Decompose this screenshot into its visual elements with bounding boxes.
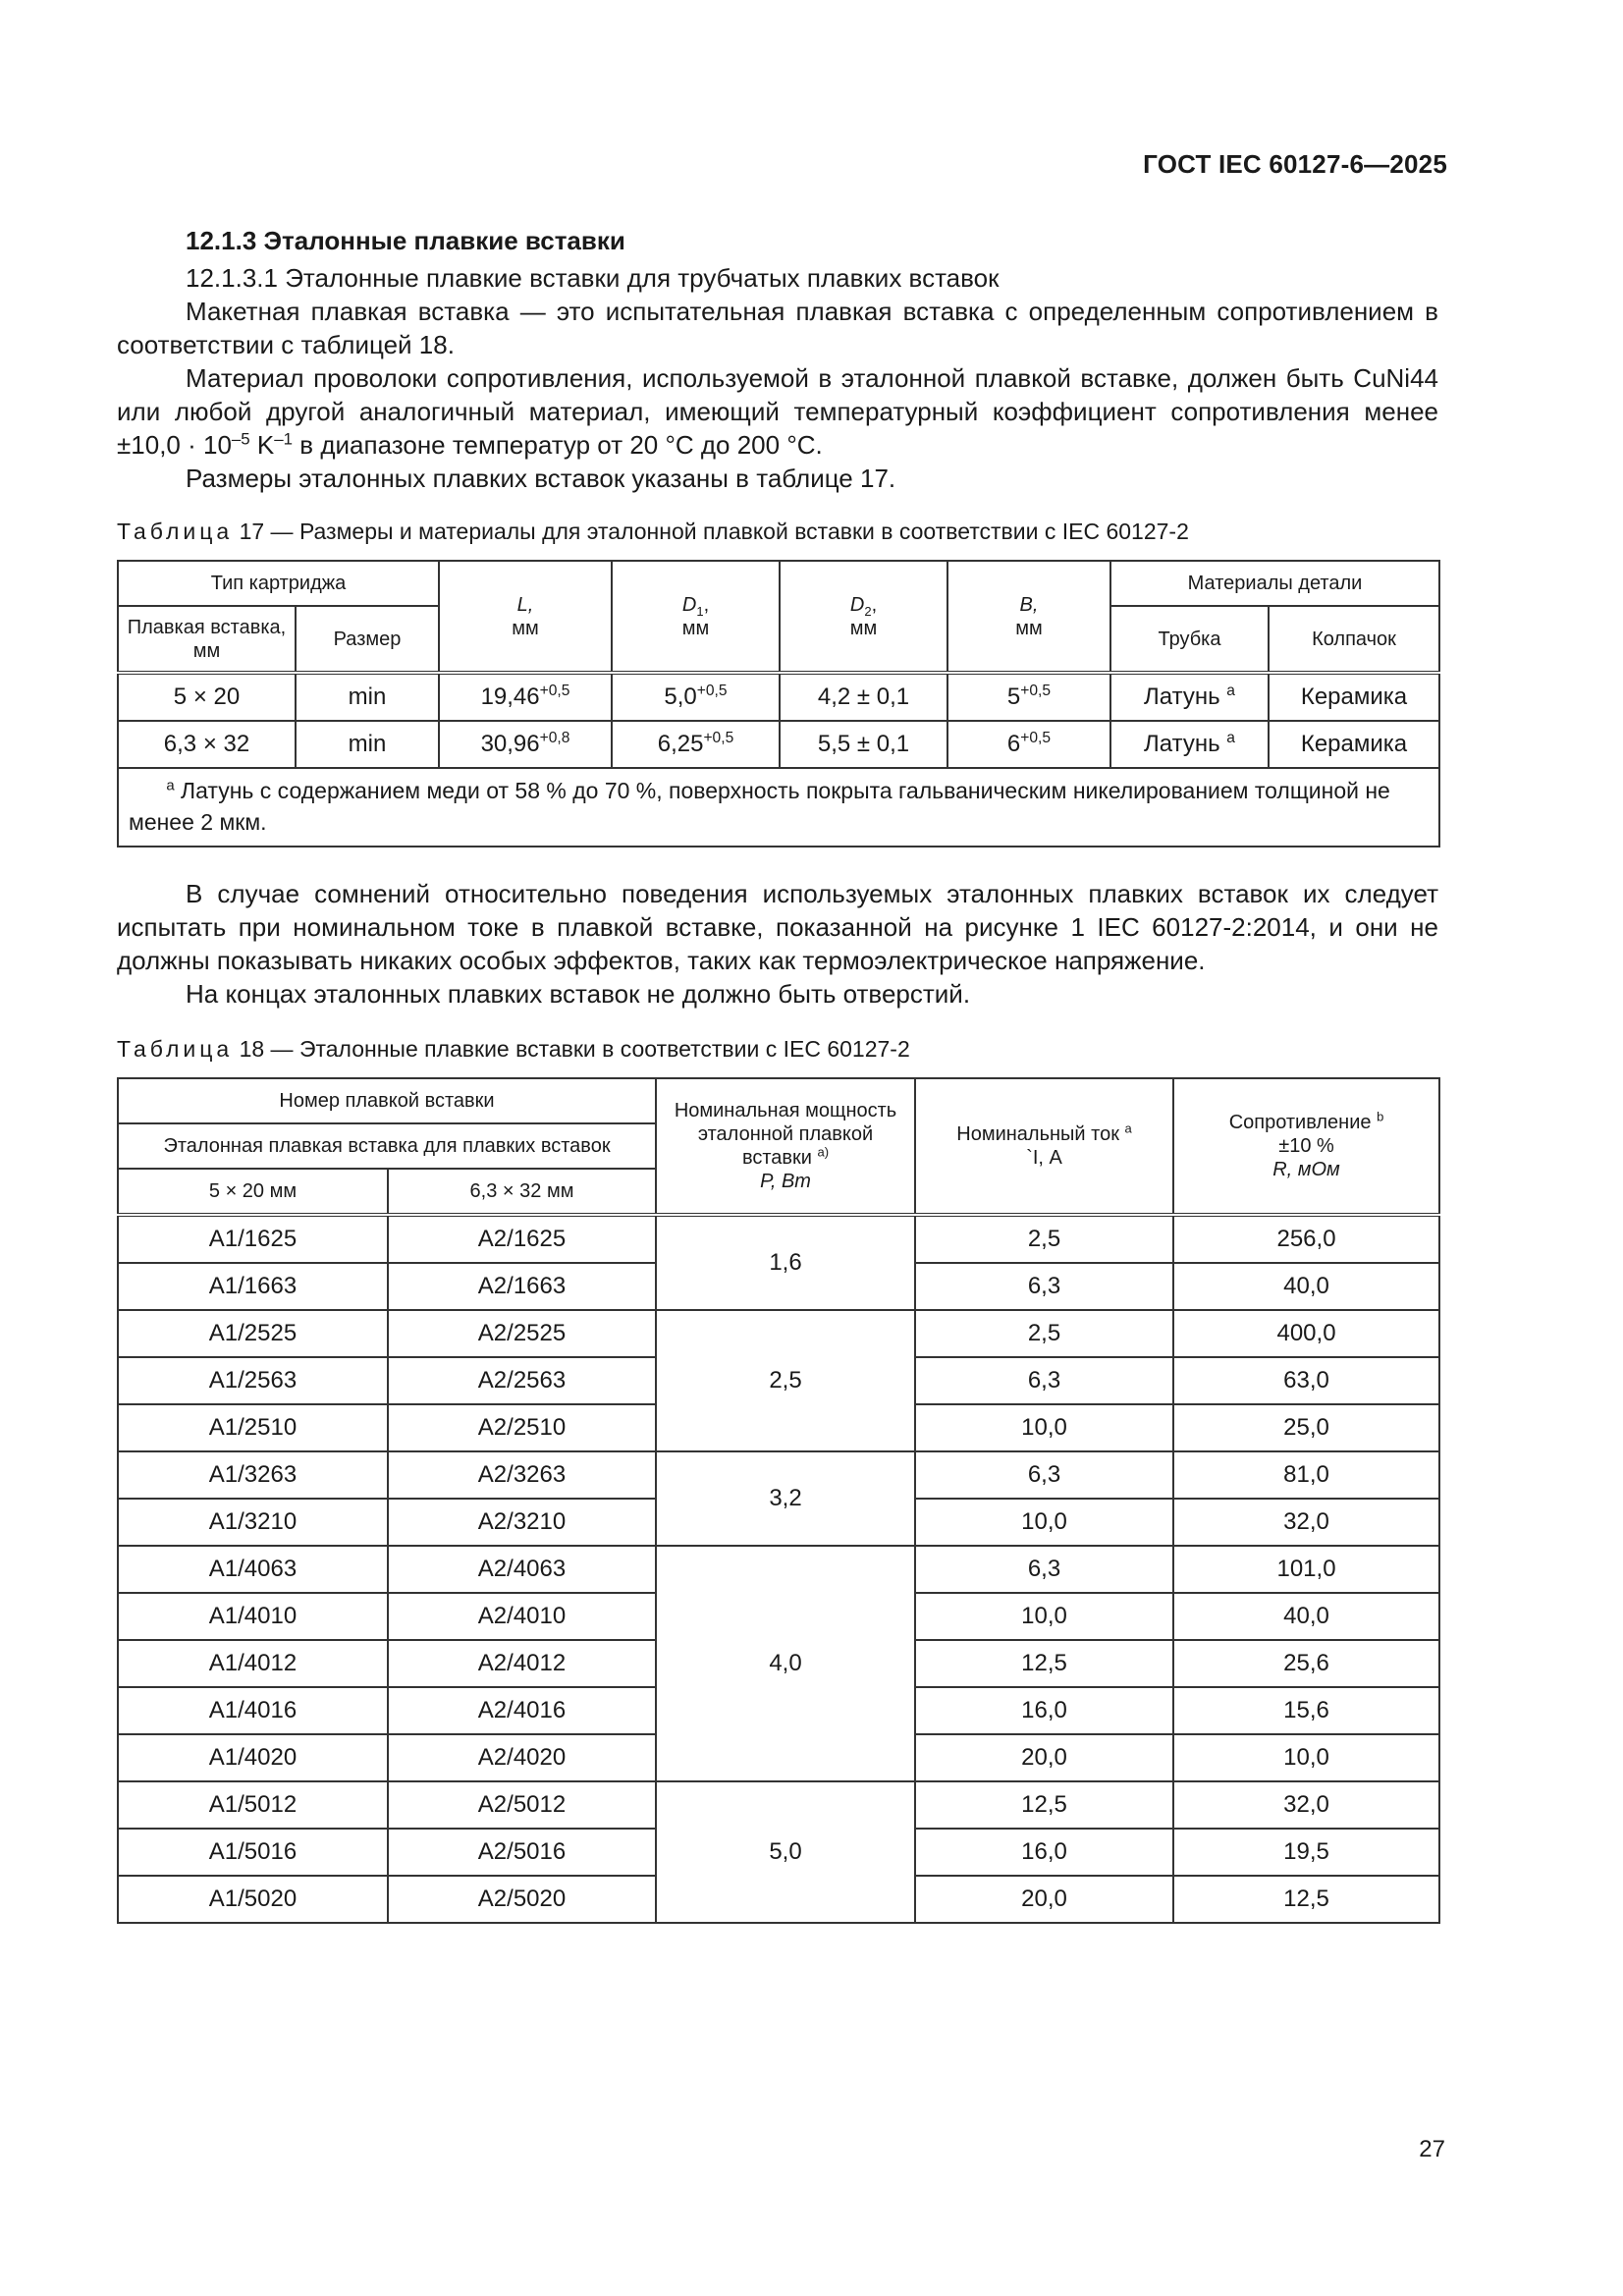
page-content (117, 224, 1438, 1924)
unit: мм (849, 617, 878, 639)
cell-current: 2,5 (915, 1310, 1173, 1357)
cell-fuse-6-3x32: A2/5012 (388, 1781, 656, 1829)
page-number: 27 (1419, 2136, 1445, 2162)
header-D2: $D_2$, мм (780, 561, 947, 673)
header-resistance (1173, 1078, 1439, 1215)
table-17 (117, 560, 1440, 847)
cell-fuse-6-3x32: A2/4010 (388, 1593, 656, 1640)
superscript: a (1124, 1121, 1132, 1136)
table17-caption (117, 517, 1438, 546)
caption-text: 17 — Размеры и материалы для эталонной плавкой вставки в соответствии с IEC 60127-2 (233, 519, 1189, 544)
value: Латунь (1144, 683, 1220, 710)
cell-current: 20,0 (915, 1876, 1173, 1923)
caption-prefix: Таблица (117, 1036, 234, 1062)
table17-footnote (118, 768, 1439, 847)
cell-power: 3,2 (656, 1451, 915, 1546)
cell-fuse-5x20: A1/4020 (118, 1734, 388, 1781)
cell-fuse-5x20: A1/4012 (118, 1640, 388, 1687)
subscript: 2 (864, 603, 872, 619)
cell-fuse-6-3x32: A2/4012 (388, 1640, 656, 1687)
text: P, Вт (760, 1171, 811, 1192)
cell-fuse-5x20: A1/1663 (118, 1263, 388, 1310)
cell-fuse-5x20: A1/2510 (118, 1404, 388, 1451)
cell-current: 12,5 (915, 1640, 1173, 1687)
symbol: B, (1019, 593, 1039, 616)
text: R, мОм (1272, 1159, 1340, 1180)
cell-cap: Керамика (1269, 721, 1439, 768)
cell-b (947, 721, 1110, 768)
superscript: a) (817, 1144, 830, 1160)
cell-fuse-6-3x32: A2/4020 (388, 1734, 656, 1781)
cell-power: 1,6 (656, 1215, 915, 1310)
footnote-mark: a (1226, 683, 1235, 699)
cell-resistance: 40,0 (1173, 1593, 1439, 1640)
header-reference-fuse: Эталонная плавкая вставка для плавких вставок (118, 1123, 656, 1169)
superscript: –5 (231, 429, 250, 449)
header-B (947, 561, 1110, 673)
value: 5 (1006, 683, 1021, 710)
value: 19,46 (480, 683, 540, 710)
text: Номинальный ток (956, 1123, 1119, 1145)
cell-fuse-6-3x32: A2/4063 (388, 1546, 656, 1593)
tolerance: +0,5 (1020, 730, 1052, 746)
table-row (118, 1451, 1439, 1499)
value: 6,25 (657, 731, 704, 757)
text: Номинальная мощность эталонной плавкой вставки (674, 1100, 897, 1169)
text: в диапазоне температур от 20 °C до 200 °C. (293, 430, 823, 460)
paragraph-dimensions-ref: Размеры эталонных плавких вставок указаны в таблице 17. (186, 464, 896, 493)
symbol: D (681, 593, 697, 616)
paragraph-wire-material (117, 361, 1438, 462)
cell-resistance: 15,6 (1173, 1687, 1439, 1734)
cell-fuse-6-3x32: A2/3210 (388, 1499, 656, 1546)
cell-fuse-6-3x32: A2/1625 (388, 1215, 656, 1263)
cell-size: min (296, 721, 439, 768)
cell-fuse-5x20: A1/3210 (118, 1499, 388, 1546)
cell-power: 5,0 (656, 1781, 915, 1923)
table-row (118, 1310, 1439, 1357)
table-row (118, 1215, 1439, 1263)
cell-size: min (296, 673, 439, 721)
header-fuse-size: Плавкая вставка, мм (118, 606, 296, 673)
header-current (915, 1078, 1173, 1215)
header-6-3x32: 6,3 × 32 мм (388, 1169, 656, 1215)
text: K (249, 430, 275, 460)
cell-current: 10,0 (915, 1499, 1173, 1546)
cell-resistance: 32,0 (1173, 1781, 1439, 1829)
cell-current: 10,0 (915, 1404, 1173, 1451)
cell-fuse-5x20: A1/5020 (118, 1876, 388, 1923)
cell-current: 16,0 (915, 1687, 1173, 1734)
caption-text: 18 — Эталонные плавкие вставки в соответствии с IEC 60127-2 (233, 1036, 910, 1062)
cell-l (439, 721, 612, 768)
paragraph-doubts: В случае сомнений относительно поведения используемых эталонных плавких вставок их следует испытать при номинальном токе в плавкой вставке, показанной на рисунке 1 IEC 60127-2:2014, и они не должны показывать никаких особых эффектов, таких как термоэлектрическое напряжение. (117, 879, 1438, 975)
cell-current: 6,3 (915, 1263, 1173, 1310)
cell-current: 2,5 (915, 1215, 1173, 1263)
cell-fuse-5x20: A1/2525 (118, 1310, 388, 1357)
section-heading: 12.1.3 Эталонные плавкие вставки (186, 226, 625, 255)
cell-fuse-5x20: A1/1625 (118, 1215, 388, 1263)
cell-resistance: 25,6 (1173, 1640, 1439, 1687)
subscript: 1 (696, 603, 704, 619)
cell-current: 6,3 (915, 1451, 1173, 1499)
text: `I, А (1026, 1147, 1062, 1169)
cell-current: 12,5 (915, 1781, 1173, 1829)
cell-resistance: 400,0 (1173, 1310, 1439, 1357)
cell-resistance: 40,0 (1173, 1263, 1439, 1310)
cell-l (439, 673, 612, 721)
footnote-text: Латунь с содержанием меди от 58 % до 70 %, поверхность покрыта гальваническим никелированием толщиной не менее 2 мкм. (129, 778, 1390, 835)
cell-fuse-5x20: A1/4063 (118, 1546, 388, 1593)
cell-fuse-6-3x32: A2/2525 (388, 1310, 656, 1357)
cell-power: 4,0 (656, 1546, 915, 1781)
cell-fuse-5x20: A1/2563 (118, 1357, 388, 1404)
cell-current: 20,0 (915, 1734, 1173, 1781)
header-D1: $D_1$, мм (612, 561, 780, 673)
tolerance: +0,5 (703, 730, 734, 746)
cell-current: 6,3 (915, 1546, 1173, 1593)
cell-current: 16,0 (915, 1829, 1173, 1876)
cell-fuse-5x20: A1/3263 (118, 1451, 388, 1499)
cell-resistance: 256,0 (1173, 1215, 1439, 1263)
cell-resistance: 101,0 (1173, 1546, 1439, 1593)
footnote-mark: a (1226, 730, 1235, 746)
header-5x20: 5 × 20 мм (118, 1169, 388, 1215)
table-row (118, 1546, 1439, 1593)
cell-resistance: 63,0 (1173, 1357, 1439, 1404)
text: Сопротивление (1228, 1112, 1372, 1133)
unit: мм (681, 617, 710, 639)
cell-fuse-5x20: A1/5016 (118, 1829, 388, 1876)
cell-fuse-6-3x32: A2/4016 (388, 1687, 656, 1734)
header-L (439, 561, 612, 673)
tolerance: +0,5 (539, 683, 570, 699)
cell-power: 2,5 (656, 1310, 915, 1451)
unit: мм (512, 617, 539, 639)
cell-resistance: 10,0 (1173, 1734, 1439, 1781)
cell-fuse-5x20: A1/5012 (118, 1781, 388, 1829)
table-row (118, 673, 1439, 721)
cell-resistance: 32,0 (1173, 1499, 1439, 1546)
cell-current: 10,0 (915, 1593, 1173, 1640)
cell-fuse: 5 × 20 (118, 673, 296, 721)
footnote-mark: a (166, 777, 175, 794)
symbol: L, (516, 593, 534, 616)
table18-caption (117, 1034, 1438, 1064)
text: Материал проволоки сопротивления, используемой в эталонной плавкой вставке, должен быть CuNi44 или любой другой аналогичный материал, имеющий температурный коэффициент сопротивления менее ±10,0 · 10 (117, 363, 1438, 460)
cell-fuse-6-3x32: A2/5020 (388, 1876, 656, 1923)
cell-resistance: 12,5 (1173, 1876, 1439, 1923)
value: Латунь (1144, 731, 1220, 757)
tolerance: +0,5 (696, 683, 728, 699)
header-tube: Трубка (1110, 606, 1269, 673)
tolerance: +0,5 (1020, 683, 1052, 699)
paragraph-no-holes: На концах эталонных плавких вставок не должно быть отверстий. (186, 979, 971, 1009)
cell-resistance: 81,0 (1173, 1451, 1439, 1499)
header-power (656, 1078, 915, 1215)
value: 30,96 (480, 731, 540, 757)
cell-d1 (612, 673, 780, 721)
tolerance: +0,8 (539, 730, 570, 746)
cell-fuse-6-3x32: A2/5016 (388, 1829, 656, 1876)
cell-resistance: 25,0 (1173, 1404, 1439, 1451)
cell-fuse-6-3x32: A2/3263 (388, 1451, 656, 1499)
value: 6 (1006, 731, 1021, 757)
unit: мм (1015, 617, 1043, 639)
cell-resistance: 19,5 (1173, 1829, 1439, 1876)
subsection-heading: 12.1.3.1 Эталонные плавкие вставки для трубчатых плавких вставок (186, 263, 1000, 293)
cell-b (947, 673, 1110, 721)
caption-prefix: Таблица (117, 519, 234, 544)
superscript: b (1377, 1109, 1384, 1124)
value: 5,0 (664, 683, 697, 710)
cell-fuse-6-3x32: A2/2510 (388, 1404, 656, 1451)
cell-fuse: 6,3 × 32 (118, 721, 296, 768)
table-18 (117, 1077, 1440, 1924)
cell-fuse-6-3x32: A2/2563 (388, 1357, 656, 1404)
cell-d1 (612, 721, 780, 768)
cell-fuse-5x20: A1/4016 (118, 1687, 388, 1734)
table-row (118, 721, 1439, 768)
cell-current: 6,3 (915, 1357, 1173, 1404)
cell-tube (1110, 721, 1269, 768)
header-materials: Материалы детали (1110, 561, 1439, 606)
text: ±10 % (1278, 1135, 1334, 1157)
cell-fuse-6-3x32: A2/1663 (388, 1263, 656, 1310)
paragraph-mock-fuse: Макетная плавкая вставка — это испытательная плавкая вставка с определенным сопротивлением в соответствии с таблицей 18. (117, 297, 1438, 359)
superscript: –1 (274, 429, 294, 449)
document-code: ГОСТ IEC 60127-6—2025 (1143, 149, 1447, 179)
header-size: Размер (296, 606, 439, 673)
cell-fuse-5x20: A1/4010 (118, 1593, 388, 1640)
cell-d2: 5,5 ± 0,1 (780, 721, 947, 768)
header-cap: Колпачок (1269, 606, 1439, 673)
cell-d2: 4,2 ± 0,1 (780, 673, 947, 721)
symbol: D (849, 593, 865, 616)
cell-cap: Керамика (1269, 673, 1439, 721)
cell-tube (1110, 673, 1269, 721)
header-fuse-number: Номер плавкой вставки (118, 1078, 656, 1123)
header-cartridge-type: Тип картриджа (118, 561, 439, 606)
table-row (118, 1781, 1439, 1829)
